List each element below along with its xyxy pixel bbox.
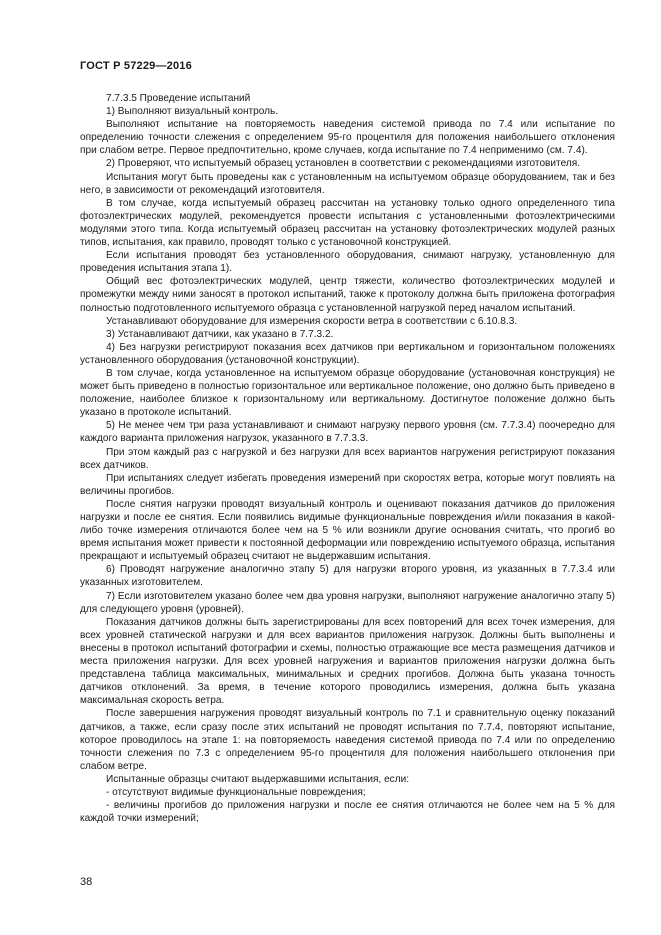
- page-number: 38: [80, 876, 93, 888]
- list-item: - величины прогибов до приложения нагрузки и после ее снятия отличаются не более чем на 5 % для каждой точки измерений;: [80, 800, 615, 825]
- paragraph: 7) Если изготовителем указано более чем два уровня нагрузки, выполняют нагружение аналогично этапу 5) для следующего уровня (уровней).: [80, 590, 615, 615]
- paragraph: Показания датчиков должны быть зарегистрированы для всех повторений для всех точек измерения, для всех уровней статической нагрузки и для всех вариантов приложения нагрузок. Должны быть выполнены и внесены в протокол испытаний фотографии и схемы, полностью отражающие все места размещения датчиков и места приложения нагрузки. Для всех уровней нагружения и вариантов приложения нагрузки должна быть представлена таблица максимальных, минимальных и средних прогибов. Должна быть указана точность датчиков отклонений. За время, в течение которого проводились измерения, должна быть указана максимальная скорость ветра.: [80, 616, 615, 707]
- paragraph: 4) Без нагрузки регистрируют показания всех датчиков при вертикальном и горизонтальном положениях установленного оборудования (установочной конструкции).: [80, 341, 615, 366]
- paragraph: 3) Устанавливают датчики, как указано в 7.7.3.2.: [106, 328, 334, 340]
- section-heading-7-7-3-5: 7.7.3.5 Проведение испытаний: [106, 93, 251, 104]
- paragraph: В том случае, когда испытуемый образец рассчитан на установку только одного определенного типа фотоэлектрических модулей, рекомендуется провести испытания с установленными фотоэлектрическими модулями этого типа. Когда испытуемый образец рассчитан на установку фотоэлектрических модулей разных типов, испытания, как правило, проводят только с установочной конструкцией.: [80, 197, 615, 249]
- paragraph: 1) Выполняют визуальный контроль.: [106, 106, 279, 118]
- paragraph: Если испытания проводят без установленного оборудования, снимают нагрузку, установленную для проведения испытания этапа 1).: [80, 250, 615, 275]
- paragraph: Испытанные образцы считают выдержавшими испытания, если:: [106, 773, 410, 785]
- paragraph: Общий вес фотоэлектрических модулей, центр тяжести, количество фотоэлектрических модулей и промежутки между ними заносят в протокол испытаний, также к протоколу должна быть приложена фотография полностью подготовленного испытуемого образца с установленной нагрузкой перед началом испытаний.: [80, 276, 615, 314]
- document-body: [80, 92, 615, 825]
- paragraph: При испытаниях следует избегать проведения измерений при скоростях ветра, которые могут повлиять на величины прогибов.: [80, 472, 615, 497]
- paragraph: Испытания могут быть проведены как с установленным на испытуемом образце оборудованием, так и без него, в зависимости от рекомендаций изготовителя.: [80, 171, 615, 196]
- paragraph: 2) Проверяют, что испытуемый образец установлен в соответствии с рекомендациями изготовителя.: [106, 158, 581, 170]
- paragraph: При этом каждый раз с нагрузкой и без нагрузки для всех вариантов нагружения регистрируют показания всех датчиков.: [80, 446, 615, 471]
- paragraph: После завершения нагружения проводят визуальный контроль по 7.1 и сравнительную оценку показаний датчиков, а также, если сразу после этих испытаний не проводят испытания по 7.7.4, повторяют испытание, которое проводилось на этапе 1: на повторяемость наведения системой привода по 7.4 или по определению точности слежения по 7.3 с определением 95-го процентиля для положения наибольшего отклонения при слабом ветре.: [80, 708, 615, 772]
- list-item: - отсутствуют видимые функциональные повреждения;: [106, 786, 366, 798]
- paragraph: В том случае, когда установленное на испытуемом образце оборудование (установочная конструкция) не может быть приведено в полностью горизонтальное или вертикальное положение, оно должно быть приведено в положение, наиболее близкое к горизонтальному или вертикальному. Достигнутое положение должно быть указано в протоколе испытаний.: [80, 367, 615, 419]
- paragraph: 6) Проводят нагружение аналогично этапу 5) для нагрузки второго уровня, из указанных в 7.7.3.4 или указанных изготовителем.: [80, 564, 615, 589]
- document-standard-header: ГОСТ Р 57229—2016: [80, 60, 192, 72]
- paragraph: Устанавливают оборудование для измерения скорости ветра в соответствии с 6.10.8.3.: [106, 315, 518, 327]
- paragraph: 5) Не менее чем три раза устанавливают и снимают нагрузку первого уровня (см. 7.7.3.4) поочередно для каждого варианта приложения нагрузок, указанного в 7.7.3.3.: [80, 420, 615, 445]
- paragraph: После снятия нагрузки проводят визуальный контроль и оценивают показания датчиков до приложения нагрузки и после ее снятия. Если появились видимые функциональные повреждения и/или показания в какой-либо точке измерения отличаются более чем на 5 % или возникли другие основания считать, что прогиб во время испытания может привести к постоянной деформации или повреждению испытуемого образца, испытания прекращают и испытуемый образец считают не выдержавшим испытания.: [80, 498, 615, 563]
- paragraph: Выполняют испытание на повторяемость наведения системой привода по 7.4 или испытание по определению точности слежения с определением 95-го процентиля для положения наибольшего отклонения при слабом ветре. Первое предпочтительно, кроме случаев, когда испытание по 7.4 неприменимо (см. 7.4).: [80, 119, 615, 157]
